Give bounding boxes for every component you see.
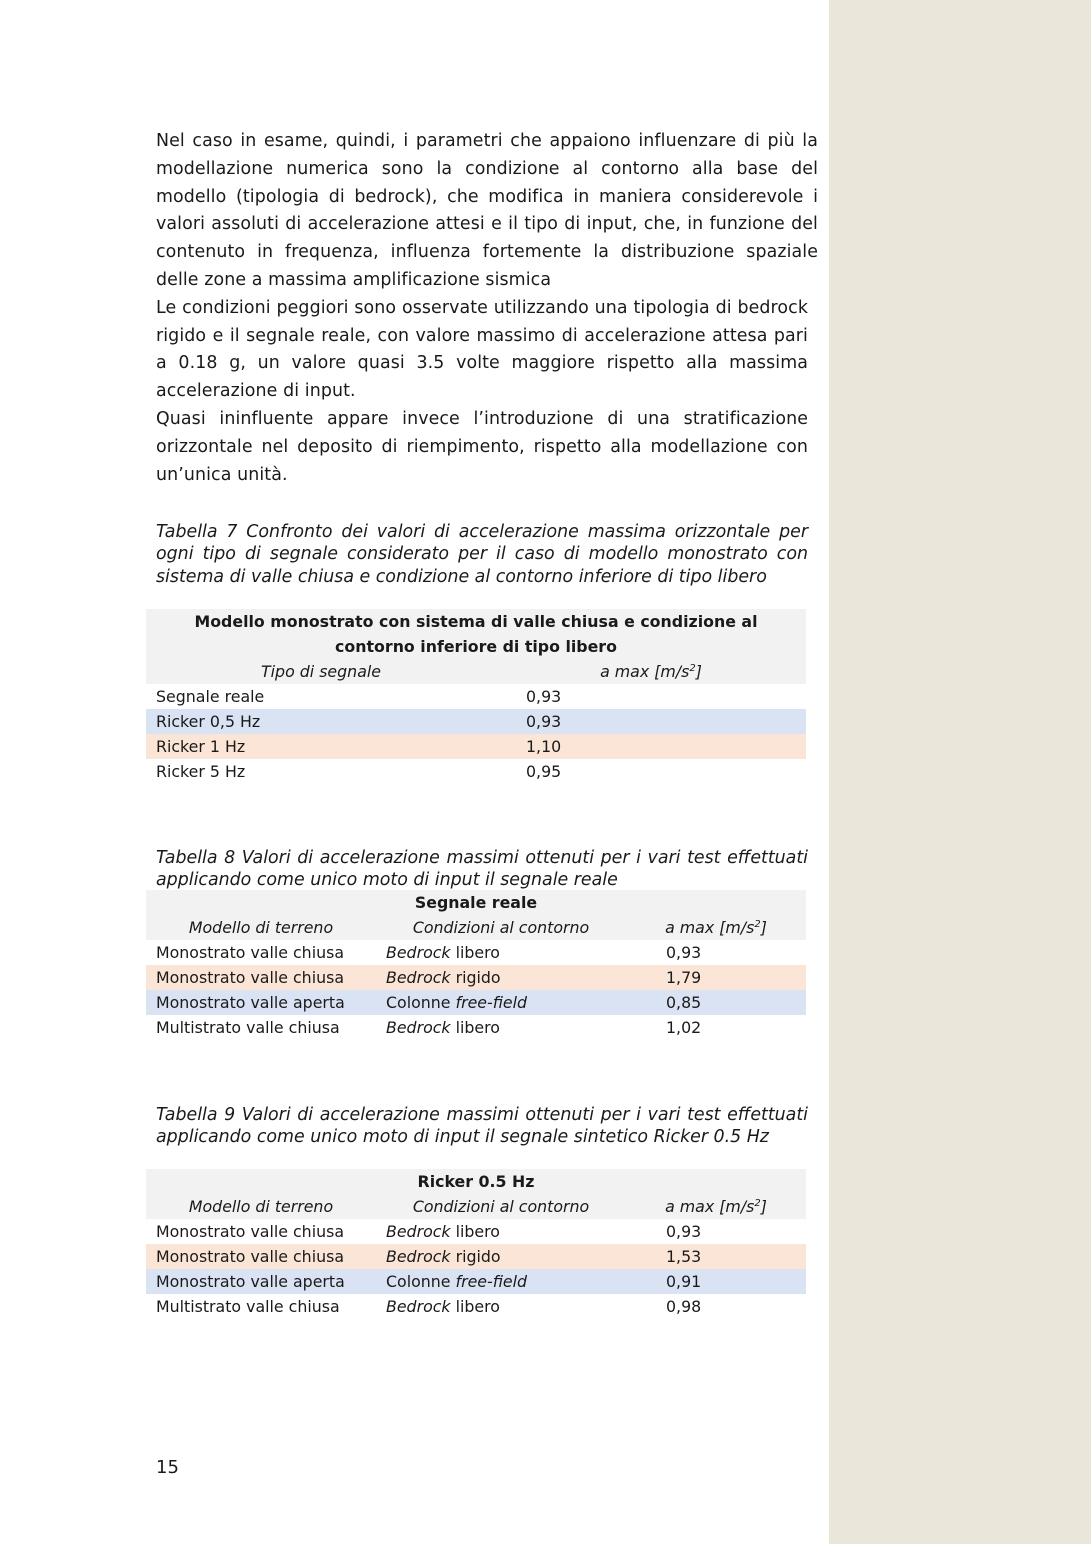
table7-col-signal: Tipo di segnale [261, 662, 381, 681]
table7-title-line2: contorno inferiore di tipo libero [335, 637, 617, 656]
table9 [146, 1169, 806, 1319]
paragraph-1: Nel caso in esame, quindi, i parametri che appaiono influenzare di più la modellazione numerica sono la condizione al contorno alla base del modello (tipologia di bedrock), che modifica in maniera considerevole i valori assoluti di accelerazione attesi e il tipo di input, che, in funzione del contenuto in frequenza, influenza fortemente la distribuzione spaziale delle zone a massima amplificazione sismica [156, 131, 818, 290]
table7-caption: Tabella 7 Confronto dei valori di accelerazione massima orizzontale per ogni tipo di segnale considerato per il caso di modello monostrato con sistema di valle chiusa e condizione al contorno inferiore di tipo libero [156, 522, 808, 587]
table8-col-amax: a $\max [m/s^2]$ [665, 918, 767, 937]
table-row: Monostrato valle chiusa Bedrock libero 0,93 [156, 943, 702, 962]
body-text [156, 128, 818, 489]
table7-title-line1: Modello monostrato con sistema di valle chiusa e condizione al [194, 612, 758, 631]
table-row: Monostrato valle chiusa Bedrock rigido 1,79 [146, 965, 806, 990]
table7-col-amax: a $\max [m/s^2]$ [600, 662, 702, 681]
table-row: Monostrato valle chiusa Bedrock rigido 1,53 [146, 1244, 806, 1269]
table8-caption: Tabella 8 Valori di accelerazione massimi ottenuti per i vari test effettuati applicando come unico moto di input il segnale reale [156, 848, 808, 891]
table-row: Ricker 1 Hz 1,10 [146, 734, 806, 759]
table9-caption: Tabella 9 Valori di accelerazione massimi ottenuti per i vari test effettuati applicando come unico moto di input il segnale sintetico Ricker 0.5 Hz [156, 1105, 808, 1148]
table-row: Ricker 0,5 Hz 0,93 [146, 709, 806, 734]
table-row: Ricker 5 Hz 0,95 [156, 762, 562, 781]
table-row: Multistrato valle chiusa Bedrock libero 1,02 [156, 1018, 702, 1037]
paragraph-2: Le condizioni peggiori sono osservate utilizzando una tipologia di bedrock rigido e il segnale reale, con valore massimo di accelerazione attesa pari a 0.18 g, un valore quasi 3.5 volte maggiore rispetto alla massima accelerazione di input. [156, 297, 808, 402]
table-row: Monostrato valle chiusa Bedrock libero 0,93 [156, 1222, 702, 1241]
table9-col-cond: Condizioni al contorno [412, 1197, 590, 1216]
paragraph-3: Quasi ininfluente appare invece l’introduzione di una stratificazione orizzontale nel deposito di riempimento, rispetto alla modellazione con un’unica unità. [156, 408, 808, 485]
table7 [146, 609, 806, 784]
table8 [146, 890, 806, 1040]
table8-col-cond: Condizioni al contorno [412, 918, 590, 937]
table8-title: Segnale reale [414, 893, 538, 912]
table-row: Segnale reale 0,93 [156, 687, 562, 706]
table9-col-amax: a $\max [m/s^2]$ [665, 1197, 767, 1216]
page-number: 15 [156, 1457, 179, 1478]
side-band [829, 0, 1091, 1544]
table9-col-model: Modello di terreno [188, 1197, 334, 1216]
table9-title: Ricker 0.5 Hz [417, 1172, 535, 1191]
table-row: Monostrato valle aperta Colonne free-field 0,91 [146, 1269, 806, 1294]
table-row: Multistrato valle chiusa Bedrock libero 0,98 [156, 1297, 702, 1316]
table8-col-model: Modello di terreno [188, 918, 334, 937]
table-row: Monostrato valle aperta Colonne free-field 0,85 [146, 990, 806, 1015]
